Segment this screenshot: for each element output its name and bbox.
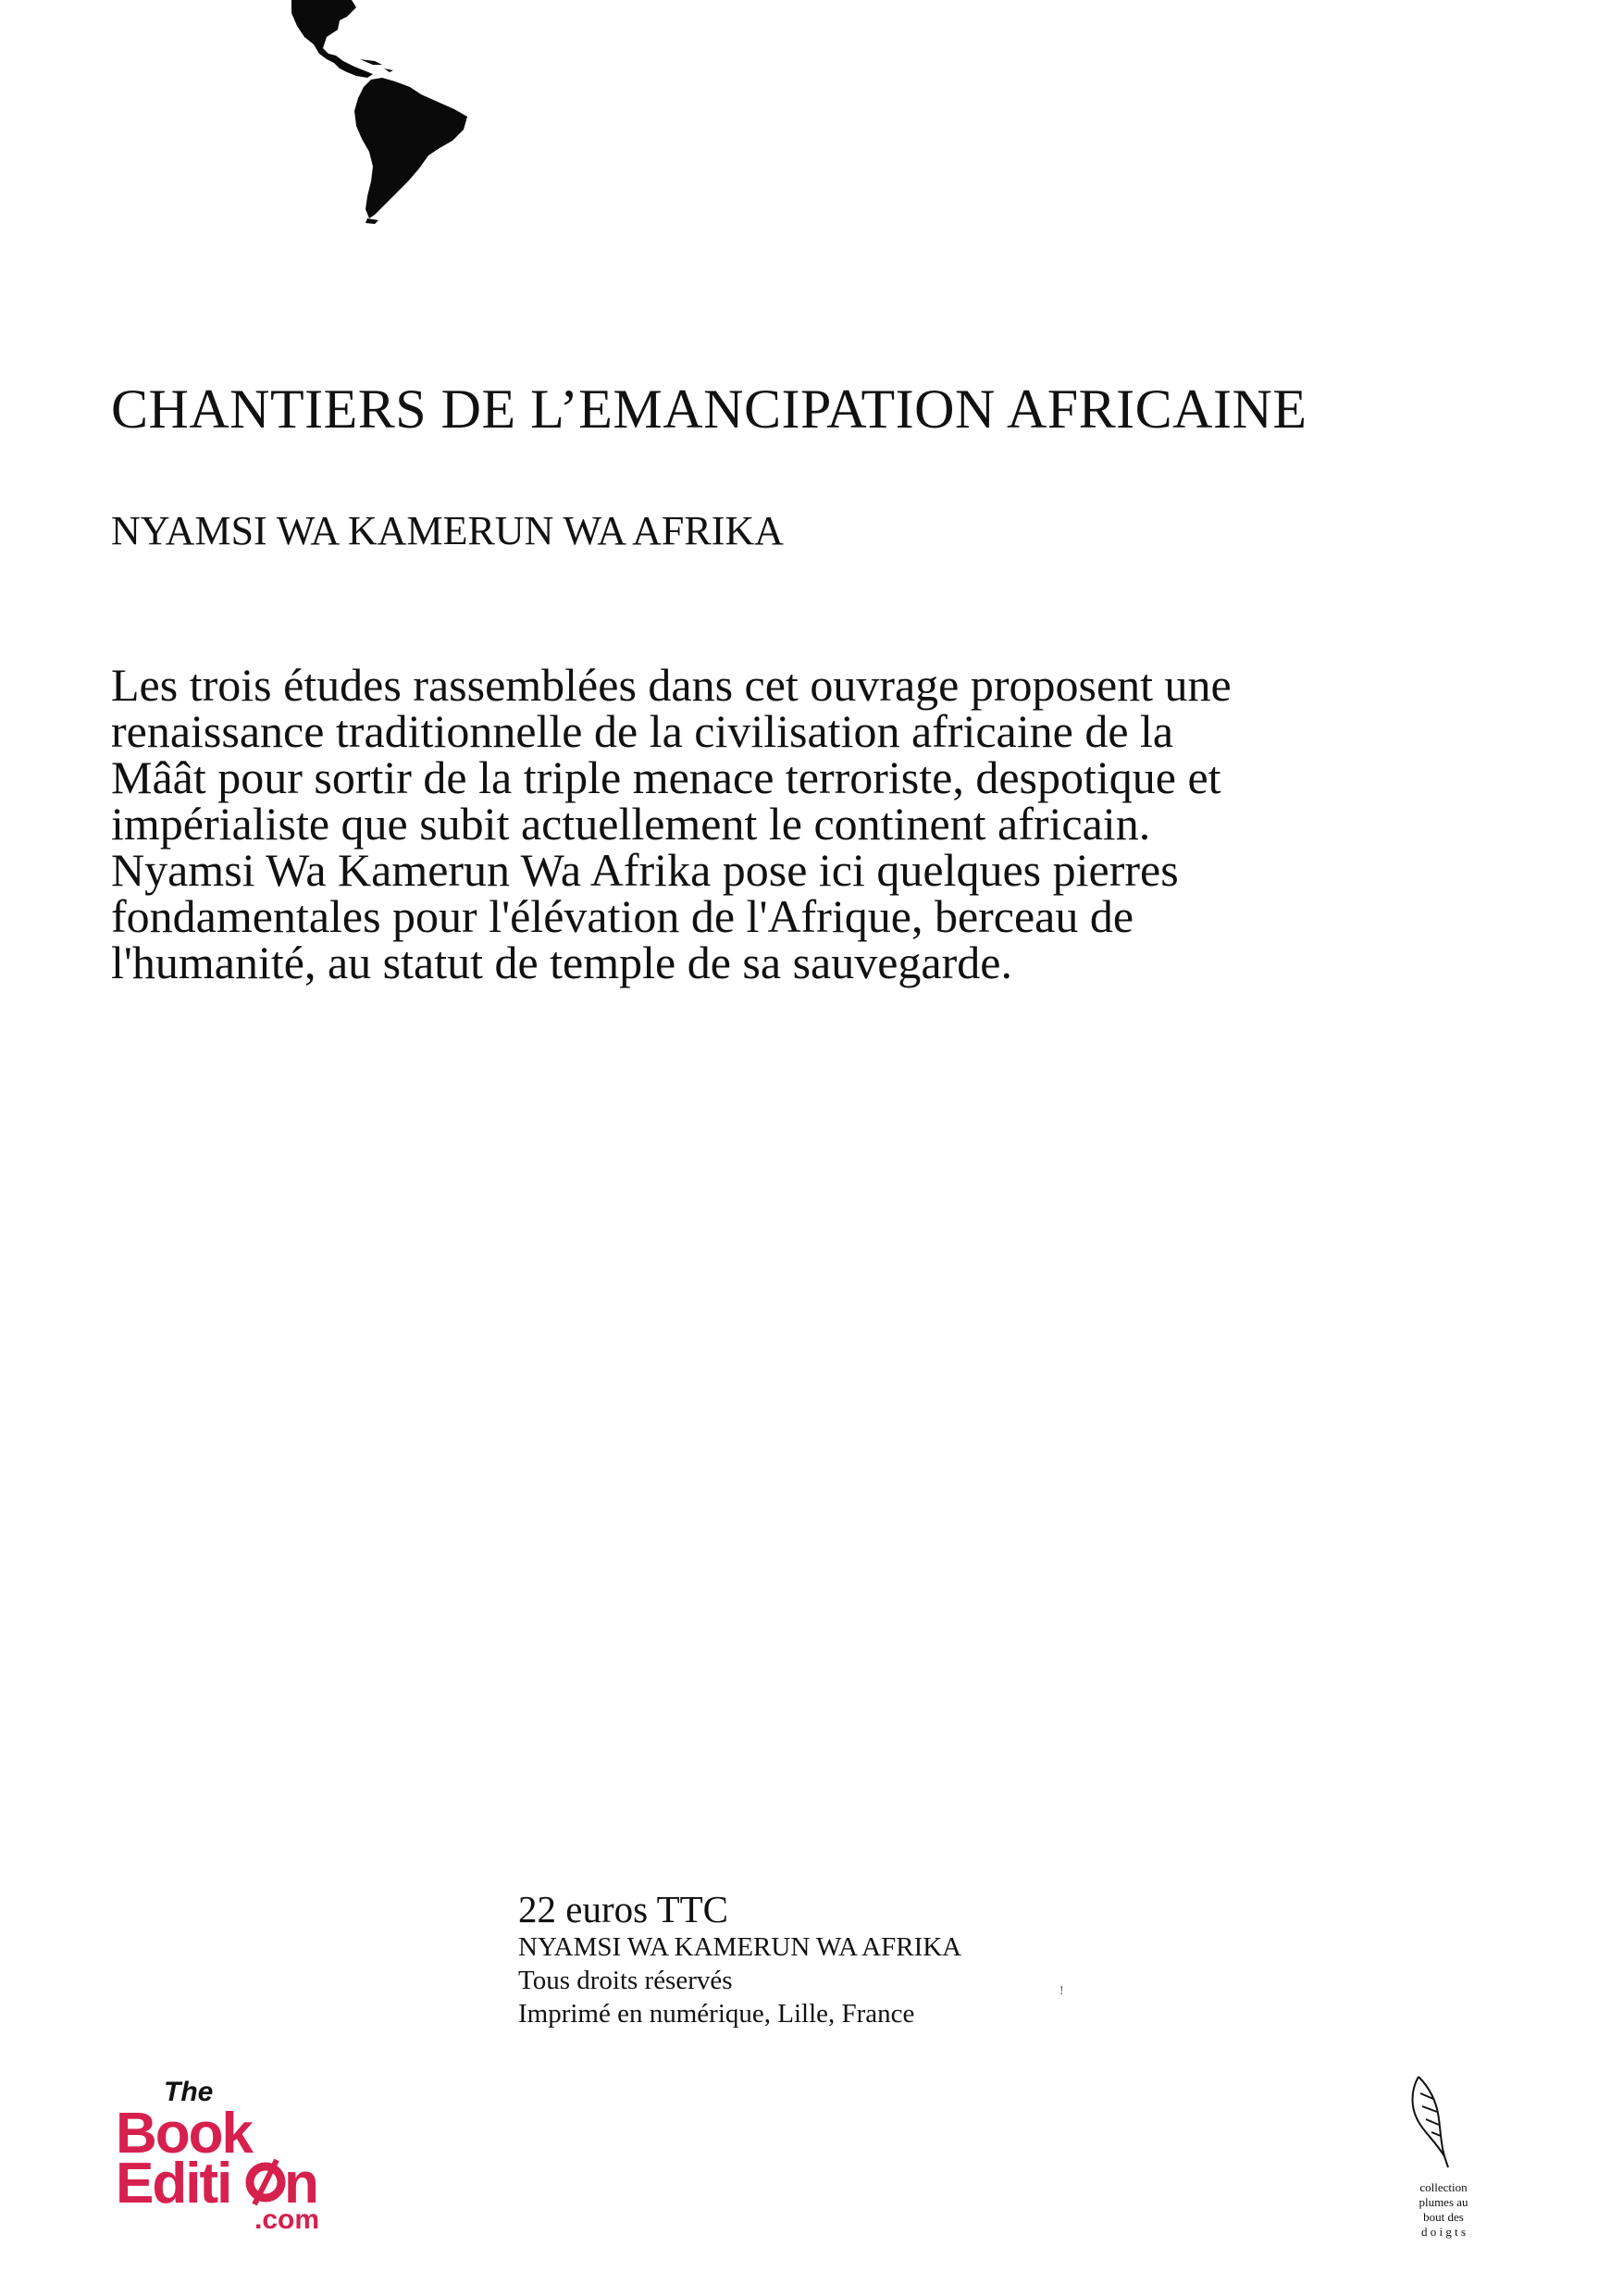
- svg-text:bout des: bout des: [1423, 2210, 1464, 2224]
- rights-notice: Tous droits réservés: [518, 1966, 733, 1995]
- americas-map-icon: [282, 0, 481, 227]
- svg-text:d o i g t s: d o i g t s: [1420, 2225, 1467, 2239]
- colophon-author: NYAMSI WA KAMERUN WA AFRIKA: [518, 1932, 962, 1962]
- north-america-shape: [291, 0, 373, 78]
- print-location: Imprimé en numérique, Lille, France: [518, 1999, 915, 2029]
- caribbean-islands-shape: [360, 59, 393, 72]
- back-cover-blurb: Les trois études rassemblées dans cet ouvrage proposent une renaissance traditionnelle de la civilisation africaine de la Mâât pour sortir de la triple menace terroriste, despotique et impérialiste que subit actuellement le continent africain. Nyamsi Wa Kamerun Wa Afrika pose ici quelques pierres fondamentales pour l'élévation de l'Afrique, berceau de l'humanité, au statut de temple de sa sauvegarde.: [111, 659, 1232, 988]
- svg-text:.com: .com: [254, 2204, 320, 2230]
- south-america-shape: [354, 78, 467, 218]
- price: 22 euros TTC: [518, 1888, 729, 1930]
- svg-text:The: The: [164, 2077, 214, 2107]
- collection-logo: [1393, 2071, 1494, 2256]
- svg-text:Editi: Editi: [116, 2152, 231, 2215]
- publisher-logo: [116, 2073, 338, 2230]
- svg-text:n: n: [284, 2152, 319, 2215]
- svg-text:plumes au: plumes au: [1419, 2195, 1468, 2209]
- quill-feather-icon: [1413, 2077, 1449, 2167]
- svg-text:collection: collection: [1419, 2180, 1468, 2194]
- colophon: [518, 1888, 1073, 2030]
- svg-text:Book: Book: [116, 2102, 252, 2166]
- stray-mark: !: [1059, 1984, 1064, 1998]
- south-tip-islands-shape: [365, 218, 378, 224]
- author-name: NYAMSI WA KAMERUN WA AFRIKA: [111, 508, 784, 553]
- book-title: CHANTIERS DE L’EMANCIPATION AFRICAINE: [111, 379, 1307, 440]
